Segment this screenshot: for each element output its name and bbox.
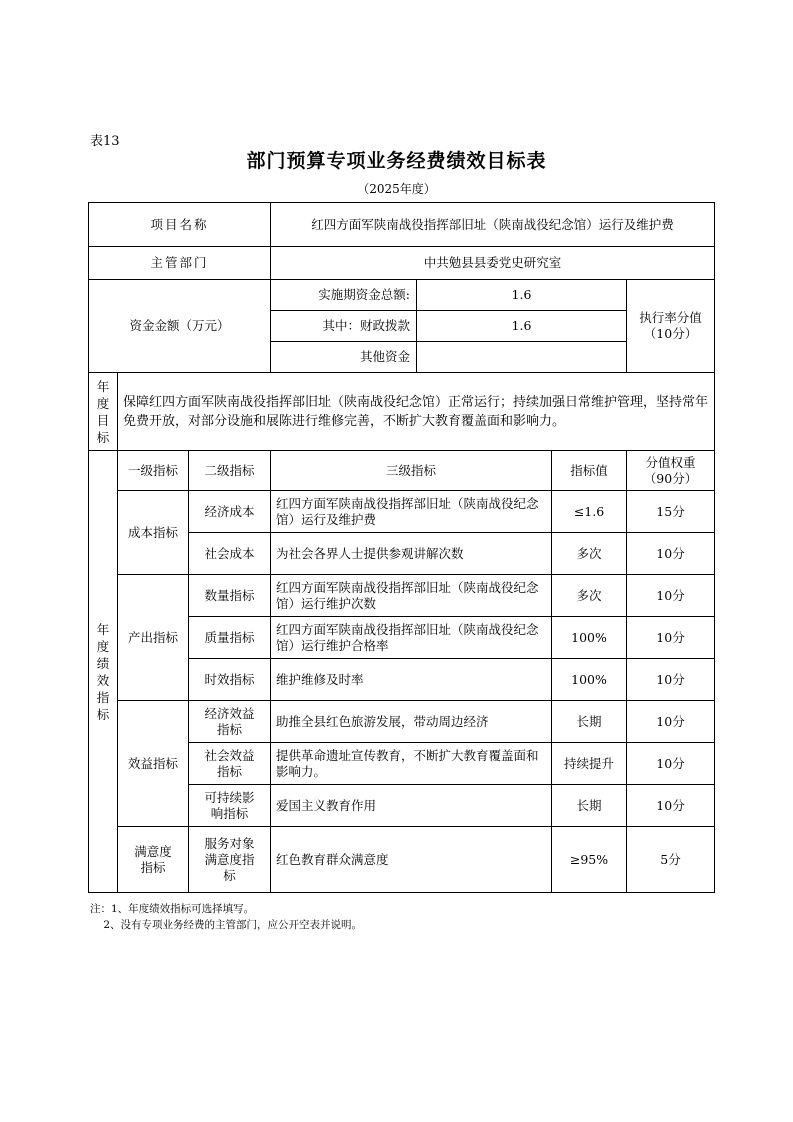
- level2-cell: 质量指标: [189, 617, 271, 659]
- page-title: 部门预算专项业务经费绩效目标表: [246, 150, 547, 172]
- level2-cell: 可持续影响指标: [189, 785, 271, 827]
- weight-cell: 10分: [627, 743, 715, 785]
- level1-cost: 成本指标: [118, 491, 189, 575]
- value-cell: 100%: [552, 659, 627, 701]
- funds-fiscal-label: 其中：财政拨款: [271, 311, 417, 342]
- level3-cell: 红色教育群众满意度: [271, 827, 552, 893]
- annual-goal-text: 保障红四方面军陕南战役指挥部旧址（陕南战役纪念馆）正常运行；持续加强日常维护管理，坚持常年免费开放，对部分设施和展陈进行维修完善，不断扩大教育覆盖面和影响力。: [118, 373, 715, 451]
- level2-cell: 经济成本: [189, 491, 271, 533]
- weight-cell: 10分: [627, 785, 715, 827]
- project-name-value: 红四方面军陕南战役指挥部旧址（陕南战役纪念馆）运行及维护费: [271, 203, 715, 247]
- fiscal-year: （2025年度）: [357, 182, 436, 196]
- funds-total-value: 1.6: [417, 280, 627, 311]
- project-name-label: 项目名称: [89, 203, 271, 247]
- table-row: [89, 491, 715, 533]
- level2-cell: 经济效益指标: [189, 701, 271, 743]
- annual-goal-label: 年度目标: [89, 373, 118, 451]
- level3-cell: 助推全县红色旅游发展，带动周边经济: [271, 701, 552, 743]
- footnote-2: 2、没有专项业务经费的主管部门，应公开空表并说明。: [90, 919, 363, 931]
- header-level3: 三级指标: [271, 451, 552, 491]
- value-cell: 持续提升: [552, 743, 627, 785]
- execution-rate-score: 执行率分值（10分）: [627, 280, 715, 373]
- level3-cell: 为社会各界人士提供参观讲解次数: [271, 533, 552, 575]
- weight-cell: 5分: [627, 827, 715, 893]
- weight-cell: 10分: [627, 617, 715, 659]
- header-level1: 一级指标: [118, 451, 189, 491]
- value-cell: 长期: [552, 701, 627, 743]
- funds-other-value: [417, 342, 627, 373]
- indicators-section-label: 年度绩效指标: [89, 451, 118, 893]
- level2-cell: 时效指标: [189, 659, 271, 701]
- weight-cell: 10分: [627, 533, 715, 575]
- funds-other-label: 其他资金: [271, 342, 417, 373]
- funds-label: 资金金额（万元）: [89, 280, 271, 373]
- table-number: 表13: [90, 134, 120, 149]
- level2-cell: 社会效益指标: [189, 743, 271, 785]
- level3-cell: 提供革命遗址宣传教育，不断扩大教育覆盖面和影响力。: [271, 743, 552, 785]
- level2-cell: 社会成本: [189, 533, 271, 575]
- value-cell: 长期: [552, 785, 627, 827]
- level3-cell: 红四方面军陕南战役指挥部旧址（陕南战役纪念馆）运行维护合格率: [271, 617, 552, 659]
- weight-cell: 15分: [627, 491, 715, 533]
- level3-cell: 红四方面军陕南战役指挥部旧址（陕南战役纪念馆）运行及维护费: [271, 491, 552, 533]
- footnote-1: 注：1、年度绩效指标可选择填写。: [90, 903, 255, 915]
- weight-cell: 10分: [627, 701, 715, 743]
- level1-satisfaction: 满意度指标: [118, 827, 189, 893]
- funds-fiscal-value: 1.6: [417, 311, 627, 342]
- value-cell: ≤1.6: [552, 491, 627, 533]
- level3-cell: 红四方面军陕南战役指挥部旧址（陕南战役纪念馆）运行维护次数: [271, 575, 552, 617]
- department-value: 中共勉县县委党史研究室: [271, 247, 715, 280]
- table-row: [89, 575, 715, 617]
- level1-benefit: 效益指标: [118, 701, 189, 827]
- value-cell: 多次: [552, 533, 627, 575]
- header-weight: 分值权重（90分）: [627, 451, 715, 491]
- department-label: 主管部门: [89, 247, 271, 280]
- funds-total-label: 实施期资金总额:: [271, 280, 417, 311]
- level3-cell: 爱国主义教育作用: [271, 785, 552, 827]
- level3-cell: 维护维修及时率: [271, 659, 552, 701]
- weight-cell: 10分: [627, 659, 715, 701]
- footnotes: [90, 901, 362, 933]
- header-level2: 二级指标: [189, 451, 271, 491]
- table-row: [89, 701, 715, 743]
- header-value: 指标值: [552, 451, 627, 491]
- table-row: [89, 827, 715, 893]
- level2-cell: 服务对象满意度指标: [189, 827, 271, 893]
- value-cell: 100%: [552, 617, 627, 659]
- level2-cell: 数量指标: [189, 575, 271, 617]
- value-cell: ≥95%: [552, 827, 627, 893]
- level1-output: 产出指标: [118, 575, 189, 701]
- performance-table: [88, 202, 715, 893]
- weight-cell: 10分: [627, 575, 715, 617]
- value-cell: 多次: [552, 575, 627, 617]
